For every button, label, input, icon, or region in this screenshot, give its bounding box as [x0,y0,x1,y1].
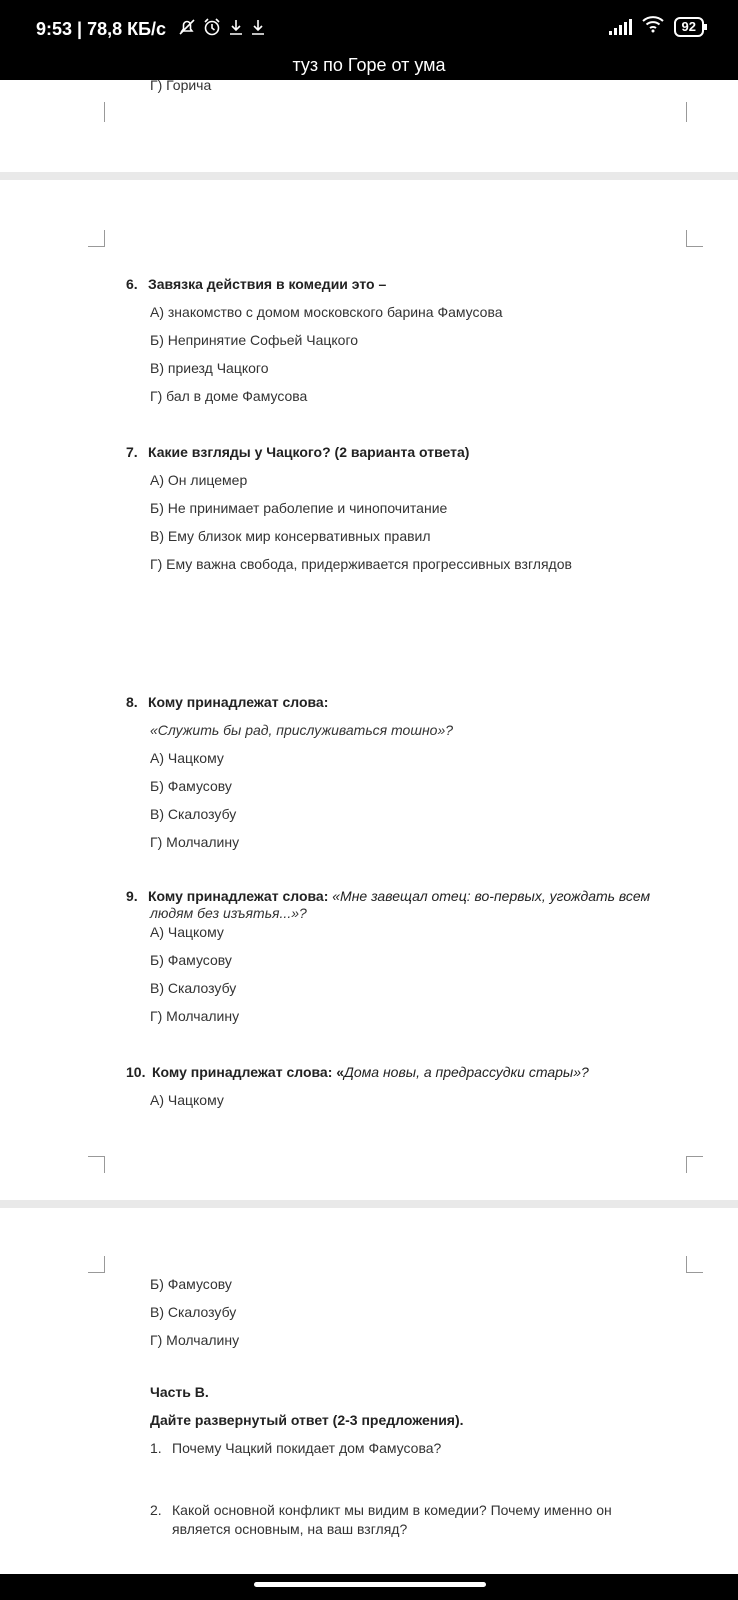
download-icon [228,18,244,41]
option: В) Скалозубу [150,980,237,996]
wifi-icon [642,15,664,38]
question-9: 9. Кому принадлежат слова: «Мне завещал отец: во-первых, угождать всем [126,888,651,904]
open-question-1: 1. Почему Чацкий покидает дом Фамусова? [150,1440,442,1456]
option: В) Скалозубу [150,1304,237,1320]
status-time-speed: 9:53 | 78,8 КБ/с [36,19,167,39]
option: В) Скалозубу [150,806,237,822]
open-question-2-cont: является основным, на ваш взгляд? [172,1521,408,1537]
page-2 [0,180,738,1200]
option: А) Чацкому [150,750,224,766]
option: А) знакомство с домом московского барина Фамусова [150,304,503,320]
option: Б) Фамусову [150,1276,232,1292]
page-1 [0,77,738,172]
quote: «Мне завещал отец: во-первых, угождать всем [332,888,651,904]
option: Г) Ему важна свобода, придерживается прогрессивных взглядов [150,556,572,572]
part-b-title: Часть В. [150,1384,209,1400]
question-8: 8. Кому принадлежат слова: [126,694,329,710]
navigation-bar [0,1574,738,1600]
document-title: туз по Горе от ума [292,55,446,75]
option: Б) Не принимает раболепие и чинопочитание [150,500,448,516]
quote: людям без изъятья...»? [150,905,307,921]
home-gesture-handle[interactable] [254,1582,486,1587]
option: А) Он лицемер [150,472,248,488]
signal-icon [609,19,632,35]
open-question-2: 2. Какой основной конфликт мы видим в комедии? Почему именно он [150,1502,612,1518]
alarm-icon [202,17,222,42]
option: Б) Фамусову [150,778,232,794]
option: Б) Фамусову [150,952,232,968]
option: В) приезд Чацкого [150,360,269,376]
question-10: 10. Кому принадлежат слова: «Дома новы, а предрассудки стары»? [126,1064,589,1080]
mute-bell-icon [178,18,196,41]
option: Г) бал в доме Фамусова [150,388,308,404]
option: Б) Непринятие Софьей Чацкого [150,332,359,348]
option: А) Чацкому [150,1092,224,1108]
quote: Дома новы, а предрассудки стары»? [344,1064,589,1080]
option: Г) Молчалину [150,1008,240,1024]
option: Г) Горича [150,77,212,93]
part-b-instruction: Дайте развернутый ответ (2-3 предложения). [150,1412,464,1428]
document-title-bar [0,55,738,80]
quote: «Служить бы рад, прислуживаться тошно»? [150,722,454,738]
status-bar [0,0,738,60]
option: Г) Молчалину [150,1332,240,1348]
option: А) Чацкому [150,924,224,940]
page-3 [0,1208,738,1574]
question-6: 6. Завязка действия в комедии это – [126,276,387,292]
download-icon [250,18,266,41]
question-7: 7. Какие взгляды у Чацкого? (2 варианта ответа) [126,444,470,460]
option: В) Ему близок мир консервативных правил [150,528,431,544]
option: Г) Молчалину [150,834,240,850]
battery-indicator: 92 [674,17,704,37]
